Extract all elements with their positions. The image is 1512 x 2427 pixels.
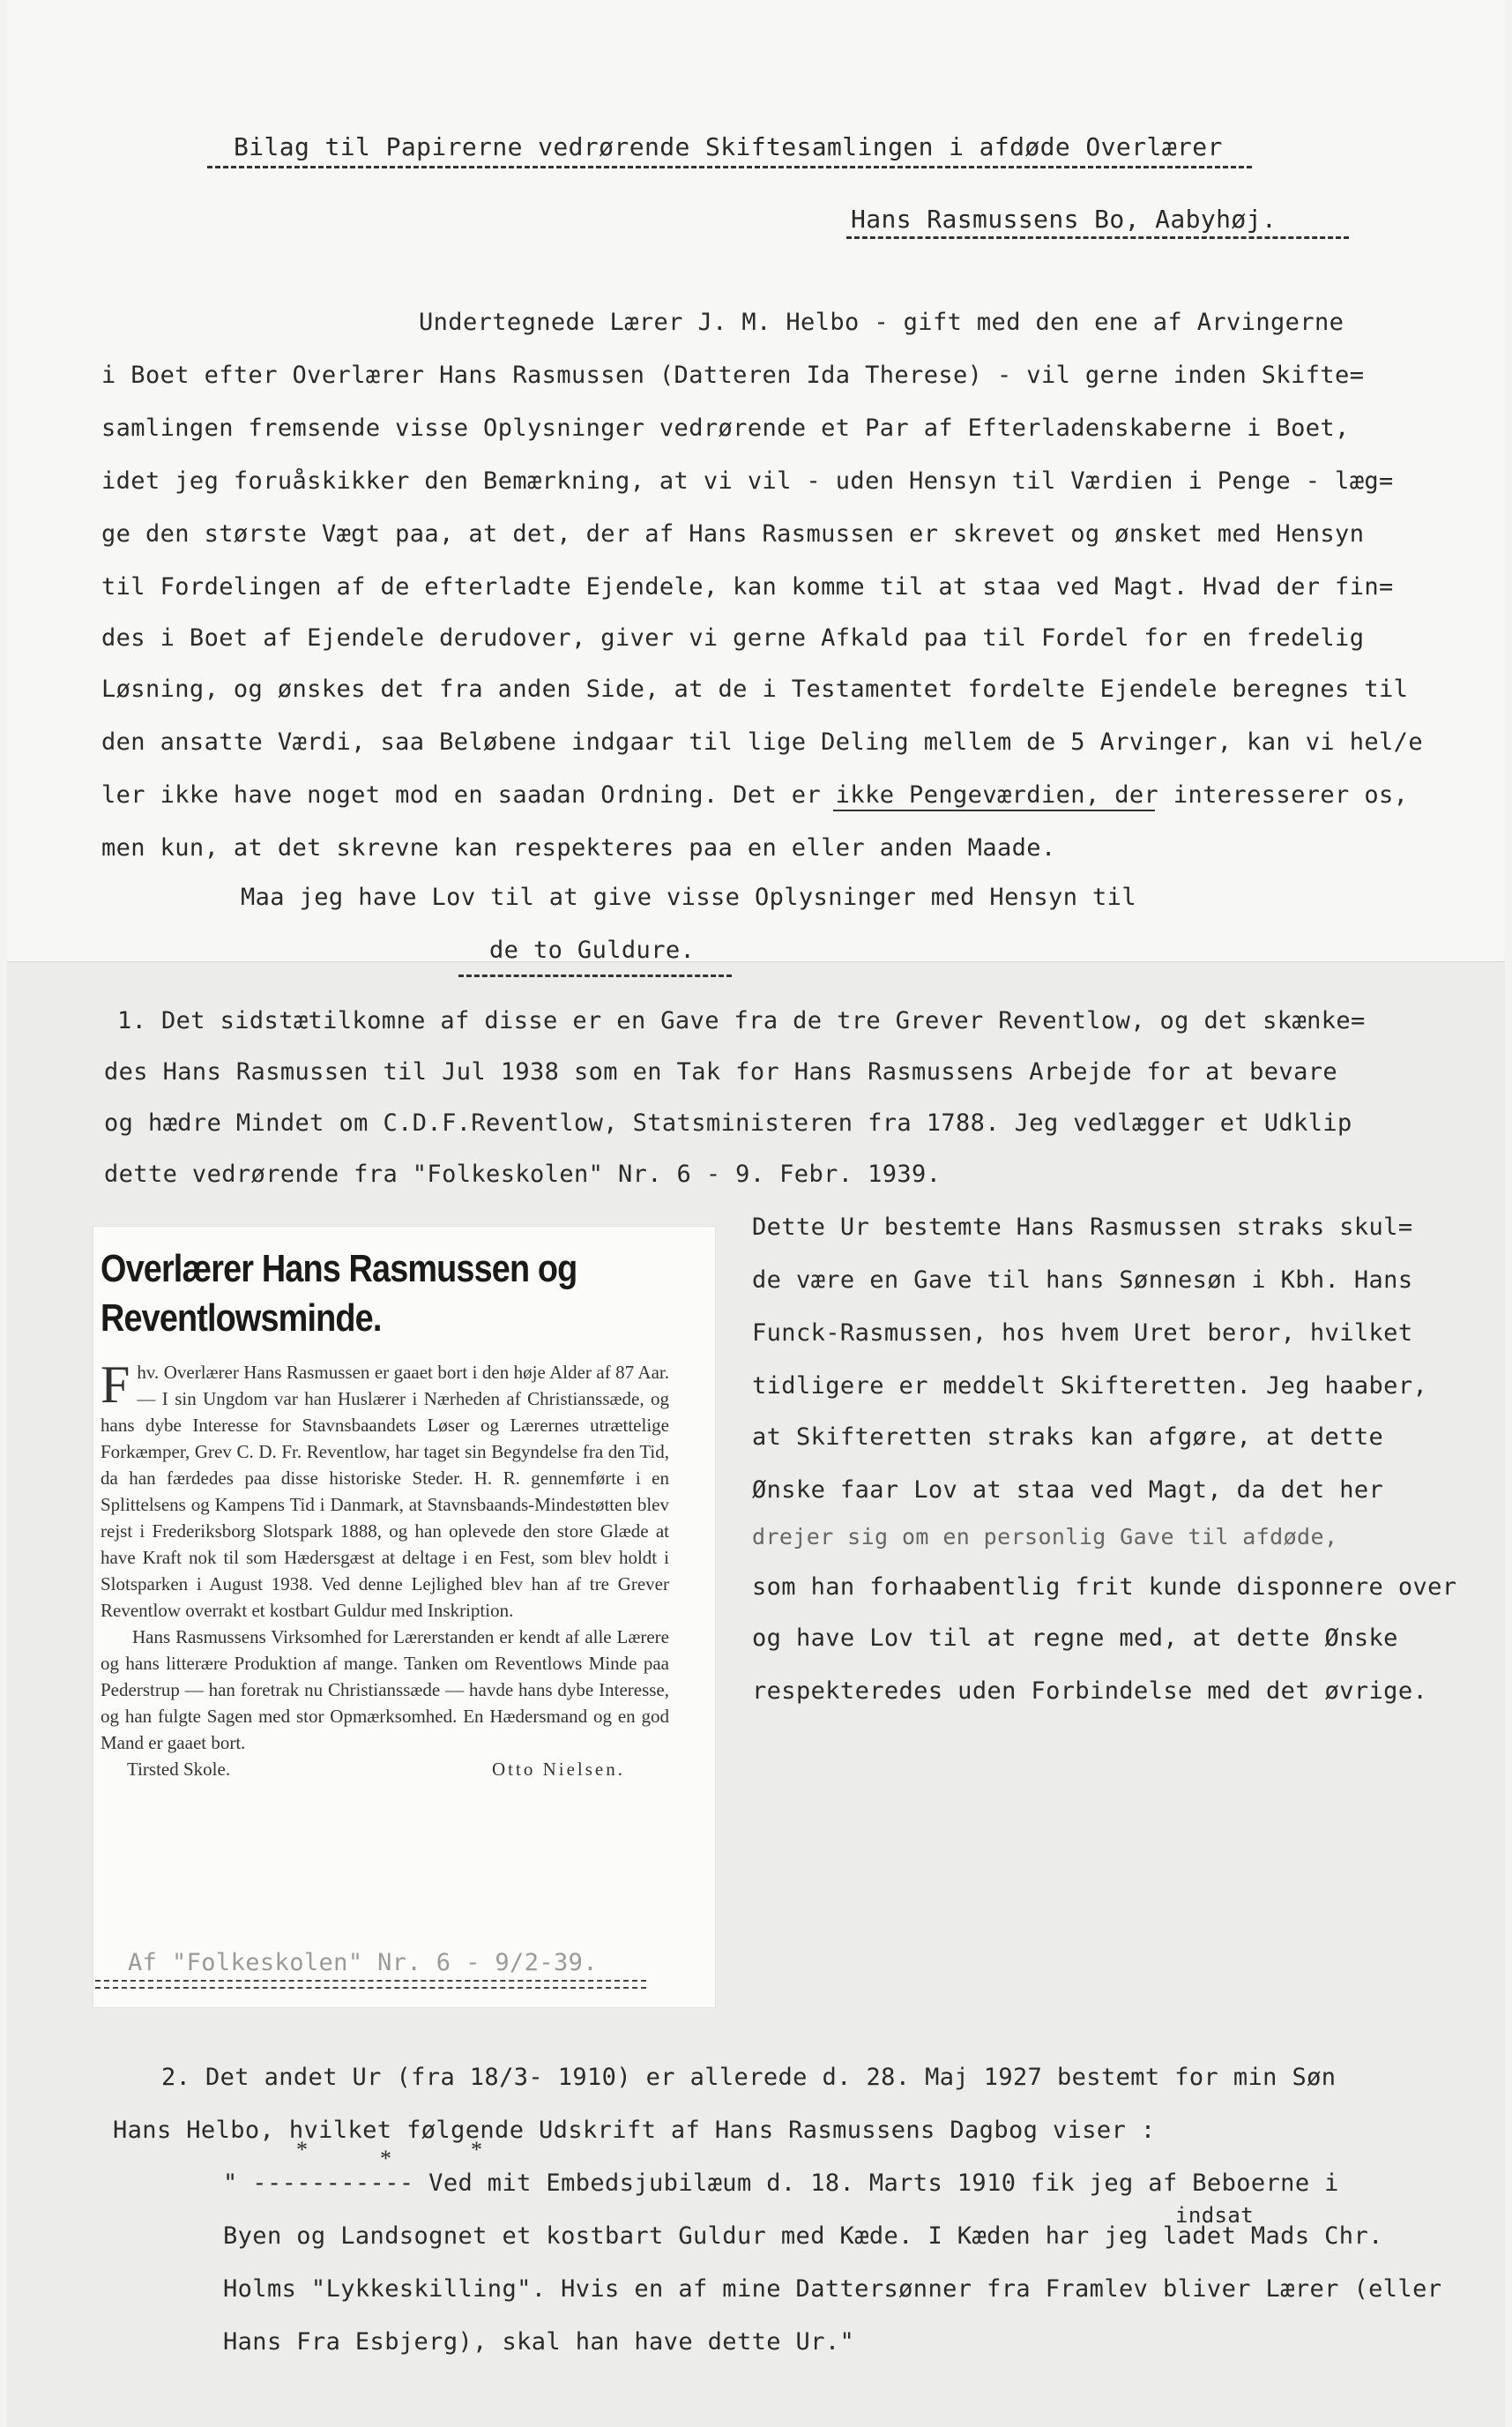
section1-right-5: at Skifteretten straks kan afgøre, at dette — [752, 1423, 1384, 1451]
section1-line-1: 1. Det sidstætilkomne af disse er en Gave fra de tre Grever Reventlow, og det skænke= — [117, 1007, 1366, 1034]
section1-right-9: og have Lov til at regne med, at dette Ønske — [752, 1624, 1398, 1652]
header-rule-2 — [846, 236, 1349, 239]
section1-right-4: tidligere er meddelt Skifteretten. Jeg haaber, — [752, 1372, 1428, 1400]
section1-line-2: des Hans Rasmussen til Jul 1938 som en Tak for Hans Rasmussens Arbejde for at bevare — [104, 1058, 1338, 1086]
section2-line-4: Byen og Landsognet et kostbart Guldur med Kæde. I Kæden har jeg ladet Mads Chr. — [223, 2222, 1383, 2250]
clipping-star-middle: * — [380, 2146, 391, 2171]
clipping-headline: Overlærer Hans Rasmussen og Reventlowsminde. — [101, 1247, 577, 1340]
intro-line-3: samlingen fremsende visse Oplysninger vedrørende et Par af Efterladenskaberne i Boet, — [101, 414, 1350, 442]
intro-line-9: den ansatte Værdi, saa Beløbene indgaar til lige Deling mellem de 5 Arvinger, kan vi hel/e — [101, 728, 1423, 756]
intro-line-2: i Boet efter Overlærer Hans Rasmussen (Datteren Ida Therese) - vil gerne inden Skifte= — [101, 362, 1365, 389]
intro-line-4: idet jeg foruåskikker den Bemærkning, at vi vil - uden Hensyn til Værdien i Penge - læg= — [101, 467, 1394, 495]
underline-pengevaerdien — [833, 810, 1155, 811]
header-line-2: Hans Rasmussens Bo, Aabyhøj. — [851, 205, 1277, 234]
section2-line-1: 2. Det andet Ur (fra 18/3- 1910) er allerede d. 28. Maj 1927 bestemt for min Søn — [161, 2064, 1337, 2091]
clipping-star-left: * — [296, 2137, 308, 2162]
intro-line-6: til Fordelingen af de efterladte Ejendele, kan komme til at staa ved Magt. Hvad der fin= — [101, 573, 1394, 601]
intro-line-8: Løsning, og ønskes det fra anden Side, at de i Testamentet fordelte Ejendele beregnes til — [101, 676, 1409, 703]
section1-line-3: og hædre Mindet om C.D.F.Reventlow, Statsministeren fra 1788. Jeg vedlægger et Udklip — [104, 1109, 1352, 1137]
clipping-paragraph-2: Hans Rasmussens Virksomhed for Lærerstanden er kendt af alle Lærere og hans litterære Produktion af mange. Tanken om Reventlows Minde paa Pederstrup — han foretrak nu Christianssæde — havde hans dybe Interesse, og han fulgte Sagen med stor Opmærksomhed. En Hædersmand og en god Mand er gaaet bort. — [101, 1626, 669, 1753]
section-title-guldure: de to Guldure. — [489, 937, 696, 964]
section1-right-10: respekteredes uden Forbindelse med det øvrige. — [752, 1677, 1428, 1705]
clipping-paragraph-1 — [101, 1355, 669, 1624]
intro-line-1: Undertegnede Lærer J. M. Helbo - gift med den ene af Arvingerne — [419, 309, 1344, 336]
clipping-signature-row — [101, 1756, 669, 1782]
clipping-school: Tirsted Skole. — [127, 1759, 231, 1780]
section2-line-3: " ----------- Ved mit Embedsjubilæum d. 18. Marts 1910 fik jeg af Beboerne i — [223, 2169, 1339, 2197]
clipping-author: Otto Nielsen. — [492, 1759, 625, 1780]
section1-right-8: som han forhaabentlig frit kunde disponnere over — [752, 1573, 1457, 1601]
section2-insert-note: indsat — [1175, 2203, 1255, 2228]
section1-right-1: Dette Ur bestemte Hans Rasmussen straks skul= — [752, 1214, 1413, 1241]
clipping-body — [101, 1355, 669, 1782]
clipping-paragraph-1-text: hv. Overlærer Hans Rasmussen er gaaet bort i den høje Alder af 87 Aar. — I sin Ungdom var han Huslærer i Nærheden af Christianssæde, og hans dybe Interesse for Stavnsbaandets Løser og Lærernes utrættelige Forkæmper, Grev C. D. Fr. Reventlow, har taget sin Begyndelse fra den Tid, da han færdedes paa disse historiske Steder. H. R. gennemførte i en Splittelsens og Kampens Tid i Danmark, at Stavnsbaands-Mindestøtten blev rejst i Frederiksborg Slotspark 1888, og han oplevede den store Glæde at have Kraft nok til som Hædersgæst at deltage i en Fest, som blev holdt i Slotsparken i August 1938. Ved denne Lejlighed blev han af tre Grever Reventlow overrakt et kostbart Guldur med Inskription. — [101, 1362, 669, 1621]
clipping-source: Af "Folkeskolen" Nr. 6 - 9/2-39. — [128, 1949, 598, 1976]
intro-line-11: men kun, at det skrevne kan respekteres paa en eller anden Maade. — [101, 834, 1056, 862]
clipping-dropcap: F — [101, 1355, 130, 1414]
header-rule-1 — [207, 166, 1252, 168]
section2-line-6: Hans Fra Esbjerg), skal han have dette Ur." — [223, 2328, 855, 2356]
section2-line-2: Hans Helbo, hvilket følgende Udskrift af Hans Rasmussens Dagbog viser : — [113, 2117, 1156, 2144]
intro-line-5: ge den største Vægt paa, at det, der af Hans Rasmussen er skrevet og ønsket med Hensyn — [101, 520, 1365, 548]
clipping-source-rule — [95, 1980, 646, 1989]
section1-right-7: drejer sig om en personlig Gave til afdøde, — [752, 1524, 1338, 1550]
section1-right-6: Ønske faar Lov at staa ved Magt, da det her — [752, 1476, 1384, 1504]
intro-line-7: des i Boet af Ejendele derudover, giver vi gerne Afkald paa til Fordel for en fredelig — [101, 624, 1365, 652]
section-title-rule — [458, 975, 732, 977]
header-line-1: Bilag til Papirerne vedrørende Skiftesamlingen i afdøde Overlærer — [234, 132, 1223, 161]
clipping-star-right: * — [471, 2137, 482, 2162]
section1-right-3: Funck-Rasmussen, hos hvem Uret beror, hvilket — [752, 1319, 1413, 1347]
intro-line-12: Maa jeg have Lov til at give visse Oplysninger med Hensyn til — [241, 884, 1136, 911]
section2-line-5: Holms "Lykkeskilling". Hvis en af mine Dattersønner fra Framlev bliver Lærer (eller — [223, 2275, 1442, 2303]
intro-line-10: ler ikke have noget mod en saadan Ordning. Det er ikke Pengeværdien, der interesserer os, — [101, 781, 1409, 809]
section1-line-4: dette vedrørende fra "Folkeskolen" Nr. 6 - 9. Febr. 1939. — [104, 1161, 942, 1188]
section1-right-2: de være en Gave til hans Sønnesøn i Kbh. Hans — [752, 1266, 1413, 1294]
